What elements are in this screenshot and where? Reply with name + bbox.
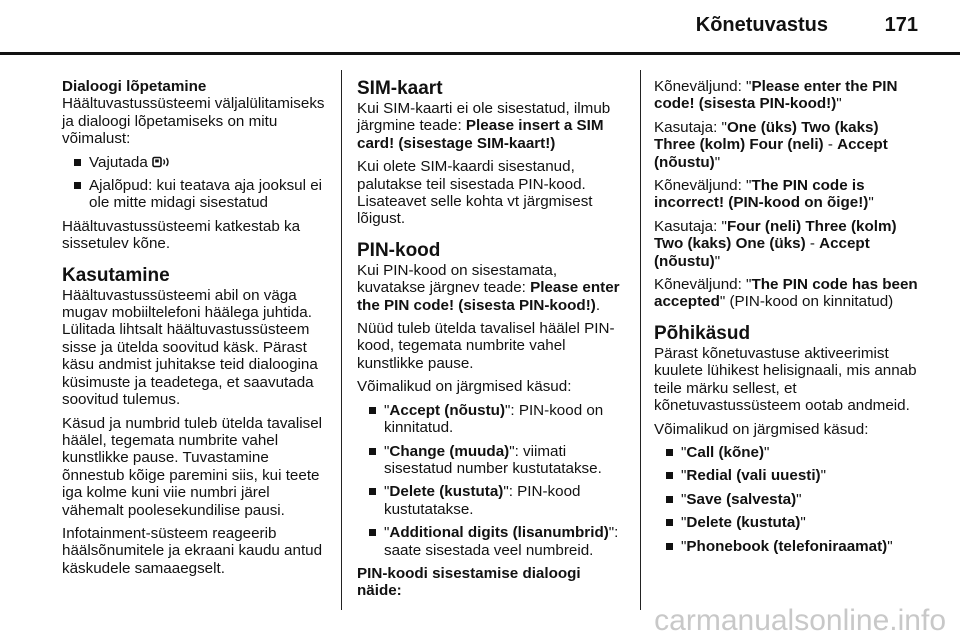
column-2 xyxy=(357,78,625,606)
list-item: "Redial (vali uuesti)" xyxy=(654,467,922,484)
page-title: Kõnetuvastus xyxy=(695,14,828,36)
header-rule xyxy=(0,52,960,55)
section-pin-heading: PIN-kood xyxy=(357,239,441,261)
page-number: 171 xyxy=(884,14,918,36)
phone-voice-icon xyxy=(152,156,172,168)
section-usage-heading: Kasutamine xyxy=(62,264,170,286)
list-item: "Delete (kustuta)": PIN-kood kustutatakse. xyxy=(357,483,625,518)
section-sim-heading: SIM-kaart xyxy=(357,78,443,99)
paragraph: PIN-koodi sisestamise dialoogi näide: xyxy=(357,564,581,600)
section-basic-commands-heading: Põhikäsud xyxy=(654,322,751,344)
paragraph: Nüüd tuleb ütelda tavalisel häälel PIN-kood, tegemata numbrite vahel kunstlikke pause. xyxy=(357,320,615,372)
column-1 xyxy=(62,78,330,583)
list-item: "Change (muuda)": viimati sisestatud number kustutatakse. xyxy=(357,443,625,478)
list-item: "Delete (kustuta)" xyxy=(654,514,922,531)
list-item: "Additional digits (lisanumbrid)": saate sisestada veel numbreid. xyxy=(357,524,625,559)
paragraph: Kui PIN-kood on sisestamata, kuvatakse järgnev teade: Please enter the PIN code! (sisesta PIN-kood!). xyxy=(357,261,620,314)
command-list xyxy=(654,444,922,555)
dialog-line: Kõneväljund: "The PIN code has been accepted" (PIN-kood on kinnitatud) xyxy=(654,276,918,311)
paragraph: Kui SIM-kaarti ei ole sisestatud, ilmub järgmine teade: Please insert a SIM card! (sisestage SIM-kaart!) xyxy=(357,100,611,152)
list-item: Vajutada xyxy=(62,154,330,171)
paragraph: Häältuvastussüsteemi katkestab ka sissetulev kõne. xyxy=(62,217,301,253)
bullet-list xyxy=(62,154,330,212)
dialog-line: Kasutaja: "One (üks) Two (kaks) Three (kolm) Four (neli) - Accept (nõustu)" xyxy=(654,118,888,171)
paragraph: Käsud ja numbrid tuleb ütelda tavalisel häälel, tegemata numbrite vahel kunstlikke pause. Tuvastamine õnnestub kõige paremini siis, kui teete iga kolme kuni viie numbri järel vähemalt poolesekundilise pausi. xyxy=(62,414,323,519)
list-item: "Save (salvesta)" xyxy=(654,491,922,508)
paragraph: Häältuvastussüsteemi abil on väga mugav mobiiltelefoni häälega juhtida. Lülitada lihtsalt häältuvastussüsteem sisse ja ütelda soovitud käsk. Pärast käsu andmist juhitakse teid dialoogina küsimuste ja teadetega, et saavutada soovitud tulemus. xyxy=(62,286,318,409)
paragraph: Võimalikud on järgmised käsud: xyxy=(654,420,869,438)
paragraph: Infotainment-süsteem reageerib häälsõnumitele ja ekraani kaudu antud käskudele samaaegselt. xyxy=(62,524,323,577)
dialog-line: Kõneväljund: "Please enter the PIN code! (sisesta PIN-kood!)" xyxy=(654,78,898,113)
dialog-line: Kasutaja: "Four (neli) Three (kolm) Two (kaks) One (üks) - Accept (nõustu)" xyxy=(654,217,897,270)
section-dialog-end-heading: Dialoogi lõpetamine xyxy=(62,78,207,95)
column-divider-1 xyxy=(341,70,342,610)
list-item: "Phonebook (telefoniraamat)" xyxy=(654,538,922,555)
column-3 xyxy=(654,78,922,561)
paragraph: Võimalikud on järgmised käsud: xyxy=(357,378,572,396)
column-divider-2 xyxy=(640,70,641,610)
paragraph: Kui olete SIM-kaardi sisestanud, palutakse teil sisestada PIN-kood. Lisateavet selle kohta vt järgmisest lõigust. xyxy=(357,158,593,228)
watermark: carmanualsonline.info xyxy=(654,604,946,637)
paragraph: Pärast kõnetuvastuse aktiveerimist kuulete lühikest helisignaali, mis annab teile märku sellest, et kõnetuvastussüsteem ootab andmeid. xyxy=(654,344,917,415)
dialog-line: Kõneväljund: "The PIN code is incorrect! (PIN-kood on õige!)" xyxy=(654,177,874,212)
list-item: Ajalõpud: kui teatava aja jooksul ei ole mitte midagi sisestatud xyxy=(62,177,330,212)
command-list xyxy=(357,402,625,559)
list-item: "Accept (nõustu)": PIN-kood on kinnitatud. xyxy=(357,402,625,437)
paragraph: Häältuvastussüsteemi väljalülitamiseks ja dialoogi lõpetamiseks on mitu võimalust: xyxy=(62,95,325,148)
list-item: "Call (kõne)" xyxy=(654,444,922,461)
